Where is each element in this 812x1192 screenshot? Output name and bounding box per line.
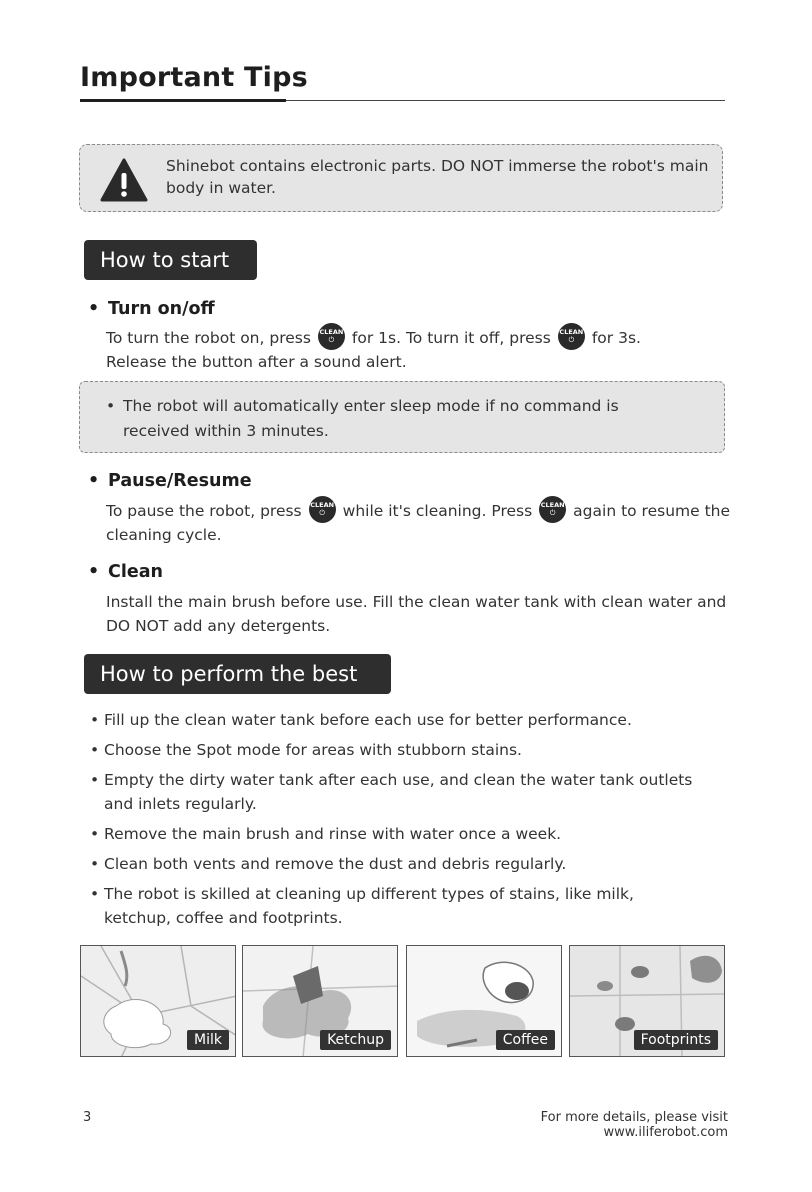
tip-text: Clean both vents and remove the dust and debris regularly. bbox=[104, 855, 567, 873]
footer-url-text: For more details, please visit www.iliferobot.com bbox=[540, 1110, 728, 1140]
list-item bbox=[90, 882, 694, 930]
milk-stain-photo bbox=[80, 945, 236, 1057]
tip-text: Fill up the clean water tank before each use for better performance. bbox=[104, 711, 632, 729]
bullet: • bbox=[90, 771, 100, 789]
turn-text-2: for 1s. To turn it off, press bbox=[351, 329, 551, 347]
tip-text: Choose the Spot mode for areas with stubborn stains. bbox=[104, 741, 522, 759]
photo-caption: Coffee bbox=[496, 1030, 555, 1050]
photo-caption: Ketchup bbox=[320, 1030, 391, 1050]
bullet: • bbox=[90, 825, 100, 843]
pause-text-2: while it's cleaning. Press bbox=[342, 502, 533, 520]
turn-on-off-heading bbox=[88, 299, 215, 319]
section-how-to-perform-the-best: How to perform the best bbox=[84, 654, 391, 694]
clean-button-icon bbox=[558, 323, 585, 350]
clean-label: Clean bbox=[108, 562, 163, 582]
photo-caption: Footprints bbox=[634, 1030, 718, 1050]
photo-caption: Milk bbox=[187, 1030, 229, 1050]
turn-text-4: Release the button after a sound alert. bbox=[106, 353, 407, 371]
clean-heading bbox=[88, 562, 163, 582]
tip-text: The robot is skilled at cleaning up different types of stains, like milk, ketchup, coffee and footprints. bbox=[104, 885, 634, 927]
list-item bbox=[90, 738, 730, 762]
title-underline bbox=[80, 99, 286, 102]
list-item bbox=[90, 768, 694, 816]
sleep-note bbox=[106, 394, 706, 444]
tip-text: Remove the main brush and rinse with water once a week. bbox=[104, 825, 562, 843]
list-item bbox=[90, 708, 730, 732]
page-title: Important Tips bbox=[80, 62, 308, 93]
clean-button-icon bbox=[318, 323, 345, 350]
page-number: 3 bbox=[83, 1110, 92, 1125]
section-how-to-start: How to start bbox=[84, 240, 257, 280]
pause-resume-heading bbox=[88, 471, 252, 491]
clean-button-label: CLEAN bbox=[310, 501, 335, 509]
sleep-note-text: The robot will automatically enter sleep mode if no command is received within 3 minutes. bbox=[123, 397, 619, 440]
bullet: • bbox=[90, 885, 100, 903]
power-icon: ⏻ bbox=[319, 509, 325, 517]
clean-button-label: CLEAN bbox=[559, 328, 584, 336]
bullet: • bbox=[88, 471, 100, 491]
clean-button-label: CLEAN bbox=[319, 328, 344, 336]
clean-button-icon bbox=[539, 496, 566, 523]
bullet: • bbox=[90, 855, 100, 873]
pause-resume-text bbox=[106, 499, 731, 547]
pause-text-1: To pause the robot, press bbox=[106, 502, 302, 520]
warning-text: Shinebot contains electronic parts. DO NOT immerse the robot's main body in water. bbox=[166, 157, 709, 197]
turn-text-1: To turn the robot on, press bbox=[106, 329, 311, 347]
tip-text: Empty the dirty water tank after each use, and clean the water tank outlets and inlets regularly. bbox=[104, 771, 693, 813]
pause-resume-label: Pause/Resume bbox=[108, 471, 252, 491]
coffee-stain-photo bbox=[406, 945, 562, 1057]
clean-button-label: CLEAN bbox=[540, 501, 565, 509]
footprints-stain-photo bbox=[569, 945, 725, 1057]
power-icon: ⏻ bbox=[568, 336, 575, 344]
turn-on-off-label: Turn on/off bbox=[108, 299, 215, 319]
clean-text: Install the main brush before use. Fill the clean water tank with clean water and DO NOT add any detergents. bbox=[106, 593, 727, 635]
bullet: • bbox=[90, 711, 100, 729]
turn-text-3: for 3s. bbox=[591, 329, 641, 347]
bullet: • bbox=[88, 562, 100, 582]
ketchup-stain-photo bbox=[242, 945, 398, 1057]
power-icon: ⏻ bbox=[328, 336, 335, 344]
warning-triangle-icon bbox=[100, 158, 148, 202]
bullet: • bbox=[90, 741, 100, 759]
list-item bbox=[90, 852, 730, 876]
pause-text-3: again to resume the cleaning cycle. bbox=[106, 502, 731, 544]
bullet: • bbox=[106, 397, 116, 415]
power-icon: ⏻ bbox=[549, 509, 556, 517]
bullet: • bbox=[88, 299, 100, 319]
list-item bbox=[90, 822, 730, 846]
tips-list bbox=[90, 708, 730, 936]
clean-button-icon bbox=[309, 496, 336, 523]
turn-on-off-text bbox=[106, 326, 726, 374]
